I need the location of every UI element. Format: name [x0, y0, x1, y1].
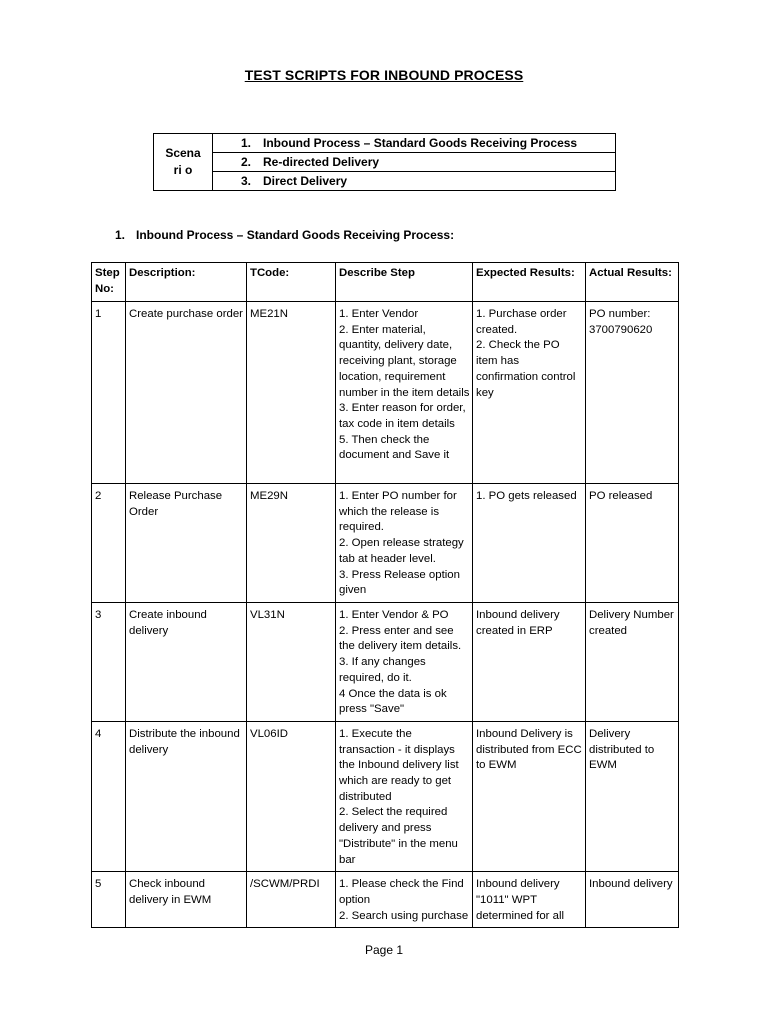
tcode-cell: ME21N: [247, 302, 336, 484]
describe-step-cell: 1. Enter Vendor & PO 2. Press enter and see the delivery item details. 3. If any changes required, do it. 4 Once the data is ok press "Save": [336, 603, 473, 722]
description-cell: Create inbound delivery: [126, 603, 247, 722]
scenario-table: [153, 133, 616, 191]
scenario-item: 2. Re-directed Delivery: [213, 153, 616, 172]
actual-results-cell: PO number: 3700790620: [586, 302, 679, 484]
tcode-cell: ME29N: [247, 484, 336, 603]
table-row: [92, 484, 679, 603]
step-cell: 3: [92, 603, 126, 722]
table-row: [92, 721, 679, 871]
describe-step-cell: 1. Enter PO number for which the release is required. 2. Open release strategy tab at header level. 3. Press Release option given: [336, 484, 473, 603]
table-row: [92, 302, 679, 484]
step-cell: 5: [92, 872, 126, 928]
description-cell: Create purchase order: [126, 302, 247, 484]
expected-results-cell: Inbound delivery "1011" WPT determined for all: [473, 872, 586, 928]
description-cell: Distribute the inbound delivery: [126, 721, 247, 871]
column-header: Step No:: [92, 263, 126, 302]
column-header: TCode:: [247, 263, 336, 302]
actual-results-cell: Inbound delivery: [586, 872, 679, 928]
tcode-cell: VL06ID: [247, 721, 336, 871]
table-header-row: [92, 263, 679, 302]
expected-results-cell: Inbound delivery created in ERP: [473, 603, 586, 722]
column-header: Describe Step: [336, 263, 473, 302]
expected-results-cell: 1. PO gets released: [473, 484, 586, 603]
document-title: TEST SCRIPTS FOR INBOUND PROCESS: [244, 67, 524, 83]
test-script-table: [91, 262, 679, 928]
describe-step-cell: 1. Enter Vendor 2. Enter material, quantity, delivery date, receiving plant, storage location, requirement number in the item details 3. Enter reason for order, tax code in item details 5. Then check the document and Save it: [336, 302, 473, 484]
step-cell: 4: [92, 721, 126, 871]
actual-results-cell: PO released: [586, 484, 679, 603]
page-number: Page 1: [364, 943, 404, 957]
step-cell: 1: [92, 302, 126, 484]
tcode-cell: VL31N: [247, 603, 336, 722]
describe-step-cell: 1. Please check the Find option 2. Search using purchase: [336, 872, 473, 928]
describe-step-cell: 1. Execute the transaction - it displays the Inbound delivery list which are ready to get distributed 2. Select the required delivery and press "Distribute" in the menu bar: [336, 721, 473, 871]
table-row: [92, 872, 679, 928]
scenario-label: Scenari o: [154, 134, 213, 191]
description-cell: Release Purchase Order: [126, 484, 247, 603]
column-header: Expected Results:: [473, 263, 586, 302]
actual-results-cell: Delivery Number created: [586, 603, 679, 722]
tcode-cell: /SCWM/PRDI: [247, 872, 336, 928]
actual-results-cell: Delivery distributed to EWM: [586, 721, 679, 871]
step-cell: 2: [92, 484, 126, 603]
table-row: [92, 603, 679, 722]
scenario-item: 3. Direct Delivery: [213, 172, 616, 191]
column-header: Description:: [126, 263, 247, 302]
expected-results-cell: Inbound Delivery is distributed from ECC to EWM: [473, 721, 586, 871]
description-cell: Check inbound delivery in EWM: [126, 872, 247, 928]
expected-results-cell: 1. Purchase order created. 2. Check the PO item has confirmation control key: [473, 302, 586, 484]
section-heading: 1. Inbound Process – Standard Goods Receiving Process:: [115, 228, 455, 242]
column-header: Actual Results:: [586, 263, 679, 302]
scenario-item: 1. Inbound Process – Standard Goods Receiving Process: [213, 134, 616, 153]
